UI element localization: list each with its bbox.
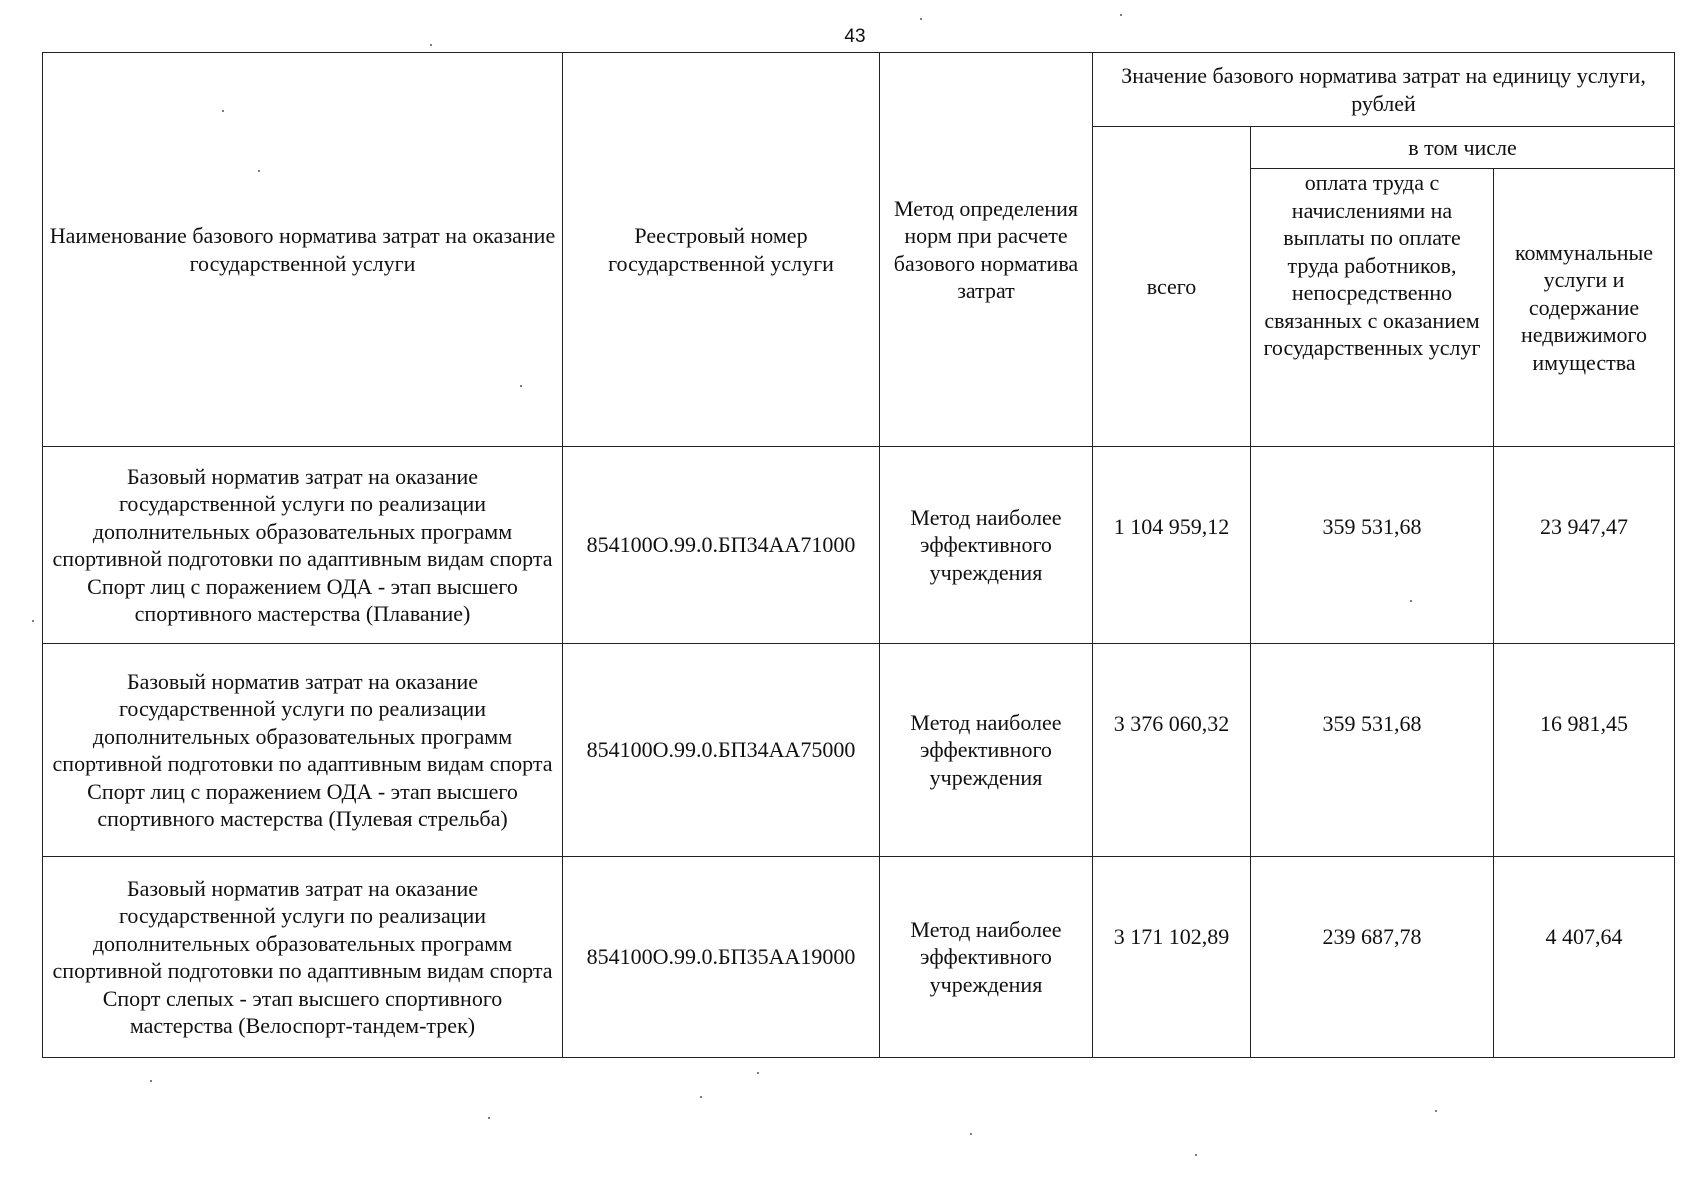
header-registry: Реестровый номер государственной услуги [563,53,880,447]
header-including: в том числе [1251,127,1675,169]
total-value: 3 171 102,89 [1093,857,1251,1058]
header-row-1 [43,53,1675,127]
utilities-value: 16 981,45 [1494,644,1675,857]
total-value: 3 376 060,32 [1093,644,1251,857]
header-value-group: Значение базового норматива затрат на единицу услуги, рублей [1093,53,1675,127]
header-method: Метод определения норм при расчете базового норматива затрат [880,53,1093,447]
service-name: Базовый норматив затрат на оказание государственной услуги по реализации дополнительных образовательных программ спортивной подготовки по адаптивным видам спорта Спорт лиц с поражением ОДА - этап высшего спортивного мастерства (Плавание) [43,447,563,644]
method: Метод наиболее эффективного учреждения [880,644,1093,857]
header-labor: оплата труда с начислениями на выплаты по оплате труда работников, непосредственно связанных с оказанием государственных услуг [1251,169,1494,447]
registry-number: 854100О.99.0.БП34АА71000 [563,447,880,644]
service-name: Базовый норматив затрат на оказание государственной услуги по реализации дополнительных образовательных программ спортивной подготовки по адаптивным видам спорта Спорт лиц с поражением ОДА - этап высшего спортивного мастерства (Пулевая стрельба) [43,644,563,857]
service-name: Базовый норматив затрат на оказание государственной услуги по реализации дополнительных образовательных программ спортивной подготовки по адаптивным видам спорта Спорт слепых - этап высшего спортивного мастерства (Велоспорт-тандем-трек) [43,857,563,1058]
labor-value: 359 531,68 [1251,447,1494,644]
table-row [43,447,1675,644]
header-total: всего [1093,127,1251,447]
norms-table [42,52,1675,1058]
header-name: Наименование базового норматива затрат на оказание государственной услуги [43,53,563,447]
labor-value: 359 531,68 [1251,644,1494,857]
utilities-value: 4 407,64 [1494,857,1675,1058]
page-number: 43 [844,26,866,47]
total-value: 1 104 959,12 [1093,447,1251,644]
table-row [43,857,1675,1058]
header-utilities: коммунальные услуги и содержание недвижимого имущества [1494,169,1675,447]
labor-value: 239 687,78 [1251,857,1494,1058]
registry-number: 854100О.99.0.БП35АА19000 [563,857,880,1058]
utilities-value: 23 947,47 [1494,447,1675,644]
method: Метод наиболее эффективного учреждения [880,857,1093,1058]
registry-number: 854100О.99.0.БП34АА75000 [563,644,880,857]
method: Метод наиболее эффективного учреждения [880,447,1093,644]
table-row [43,644,1675,857]
